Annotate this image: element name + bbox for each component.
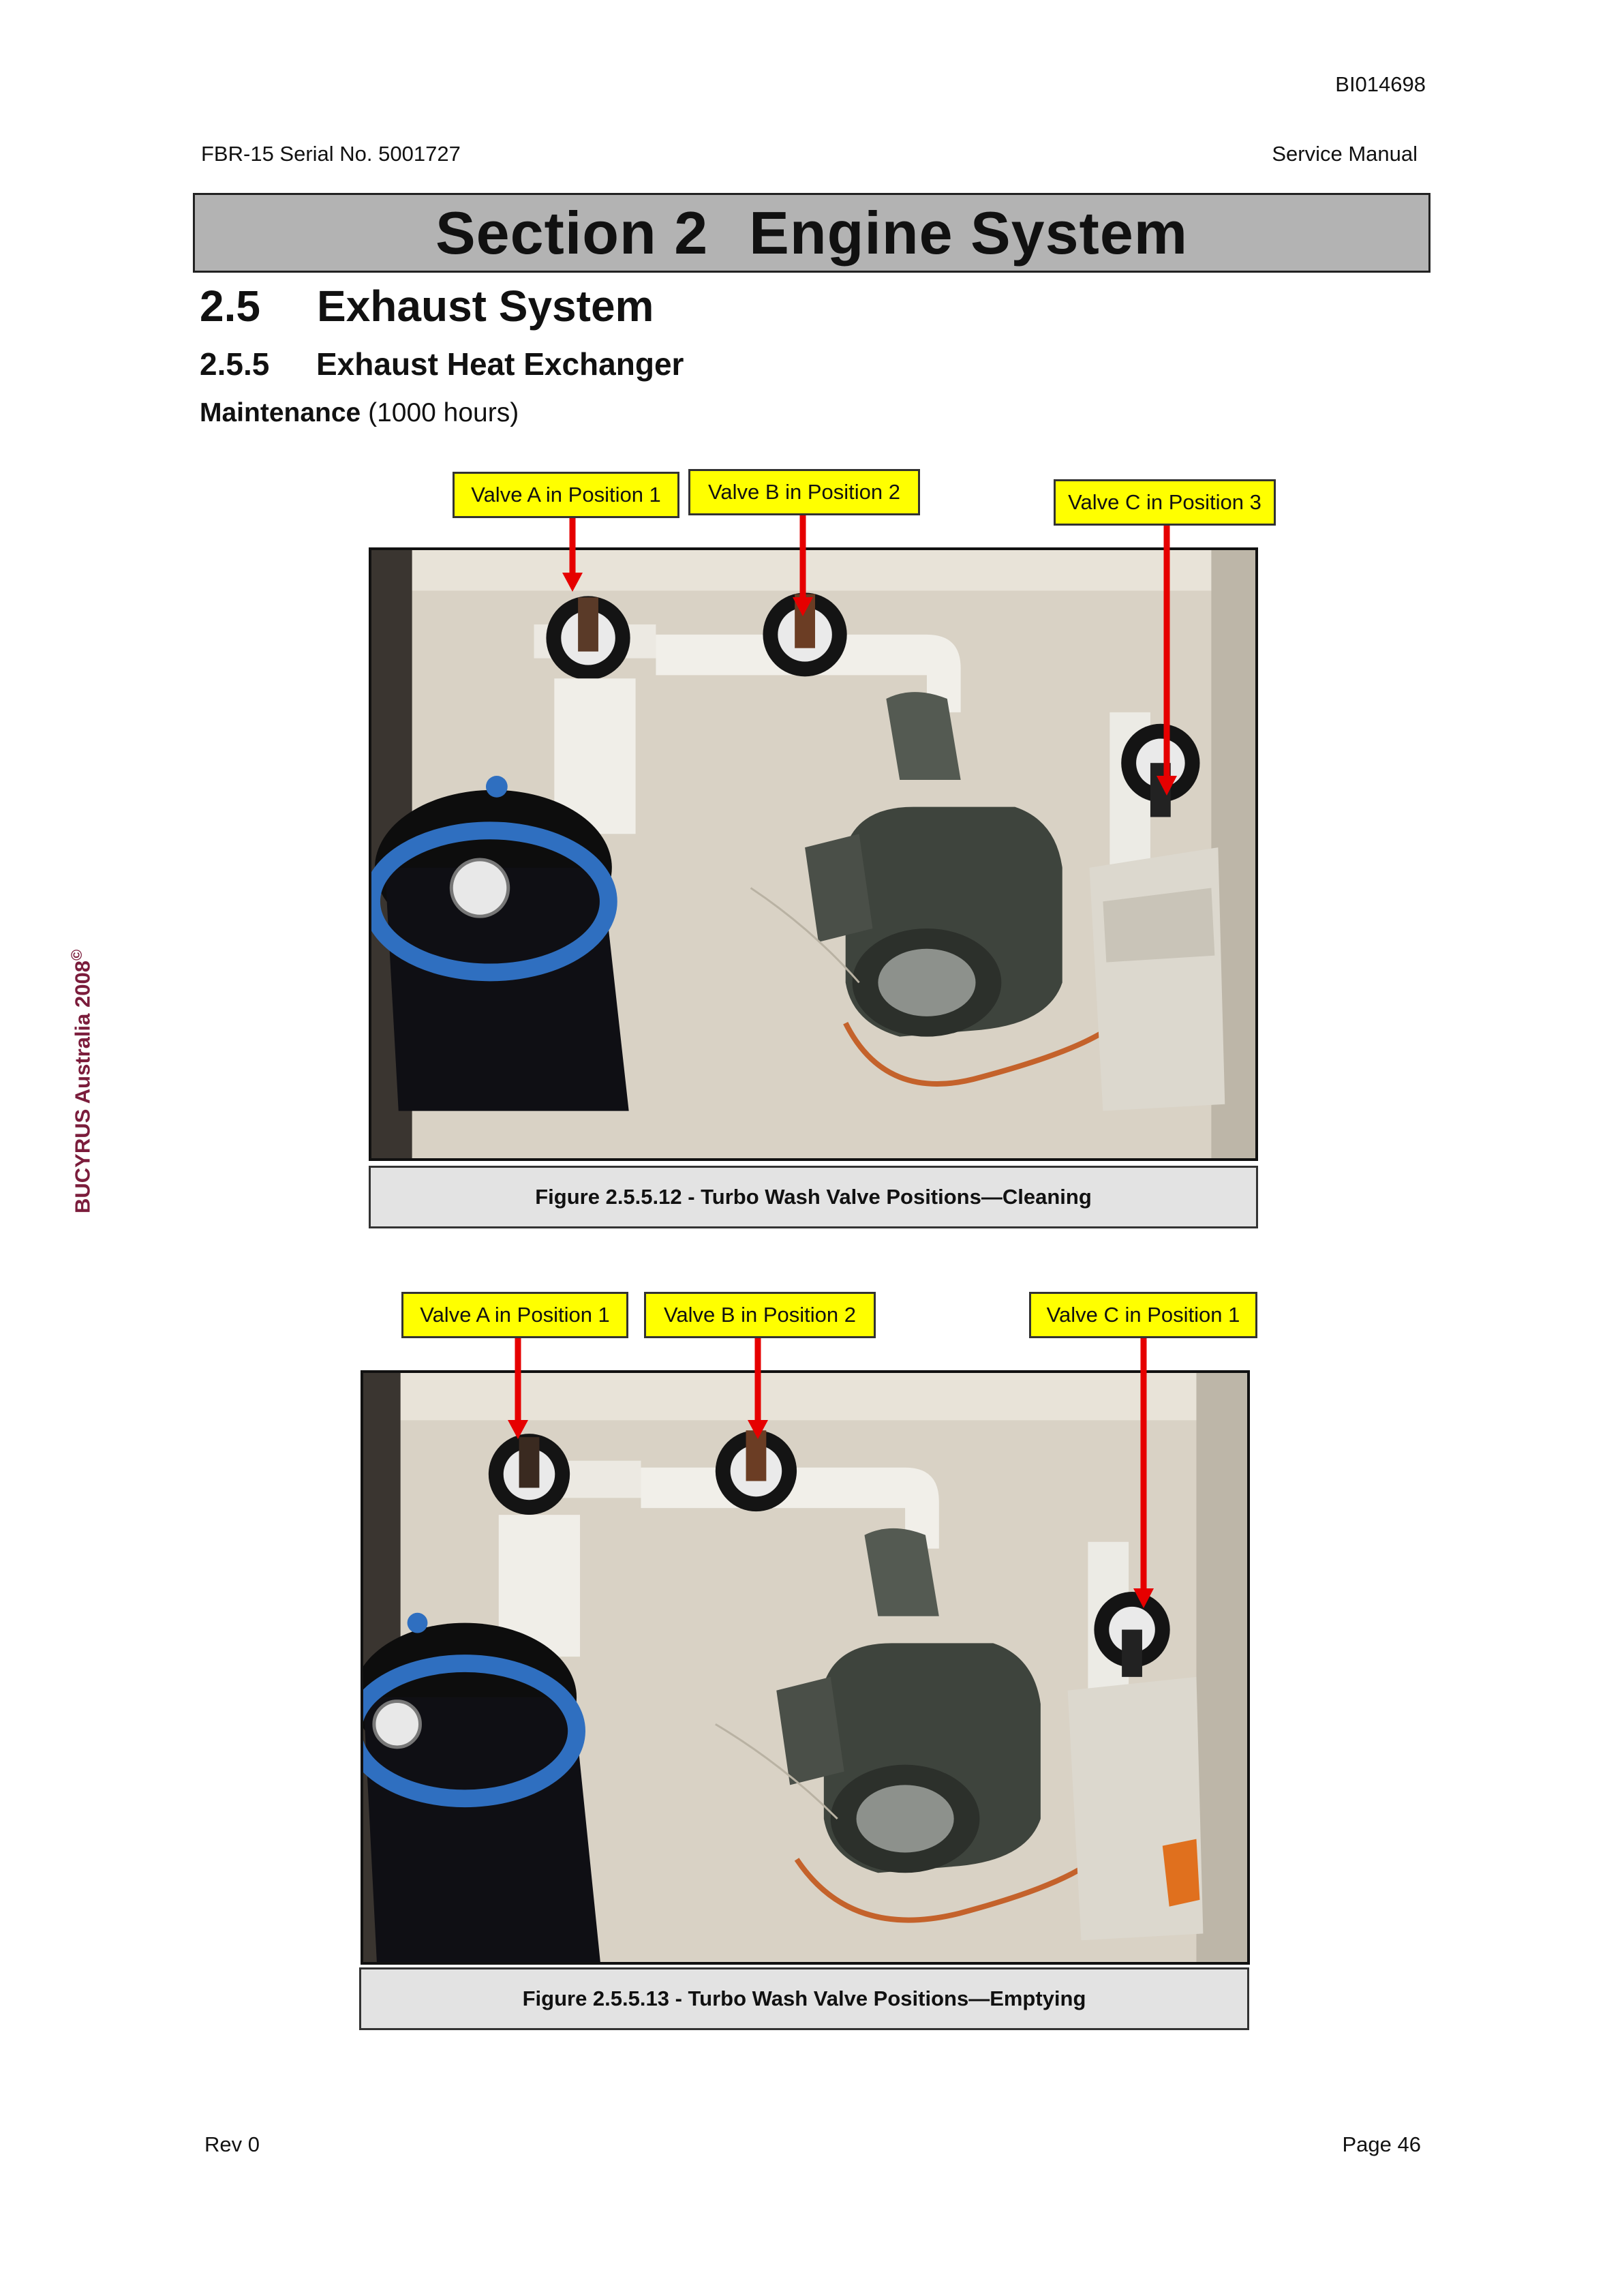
arrow-valve-a-fig1 <box>559 518 586 593</box>
subsection-number: 2.5 <box>200 282 260 331</box>
copyright-notice <box>68 950 95 1213</box>
arrow-valve-b-fig1 <box>789 515 816 618</box>
figure-caption-emptying: Figure 2.5.5.13 - Turbo Wash Valve Positions—Emptying <box>359 1967 1249 2030</box>
callout-valve-a-fig1: Valve A in Position 1 <box>453 472 679 518</box>
photo-illustration <box>363 1373 1247 1962</box>
section-title: Engine System <box>749 198 1189 267</box>
arrow-valve-a-fig2 <box>504 1338 532 1440</box>
callout-valve-c-fig1: Valve C in Position 3 <box>1054 479 1276 526</box>
arrow-valve-b-fig2 <box>744 1338 771 1440</box>
arrow-valve-c-fig1 <box>1153 526 1180 798</box>
maintenance-line <box>200 398 519 428</box>
subsection-title: Exhaust System <box>317 282 654 331</box>
figure-caption-cleaning: Figure 2.5.5.12 - Turbo Wash Valve Positions—Cleaning <box>369 1166 1258 1228</box>
document-id: BI014698 <box>1335 72 1426 96</box>
arrow-valve-c-fig2 <box>1130 1338 1157 1611</box>
callout-valve-a-fig2: Valve A in Position 1 <box>401 1292 628 1338</box>
callout-valve-b-fig2: Valve B in Position 2 <box>644 1292 876 1338</box>
copyright-text: BUCYRUS Australia 2008 <box>70 961 95 1213</box>
callout-valve-c-fig2: Valve C in Position 1 <box>1029 1292 1257 1338</box>
subsubsection-heading <box>200 346 684 382</box>
maintenance-interval: (1000 hours) <box>368 398 519 427</box>
photo-turbo-wash-cleaning <box>369 547 1258 1161</box>
page-number: Page 46 <box>1342 2132 1421 2156</box>
subsubsection-number: 2.5.5 <box>200 346 270 382</box>
revision: Rev 0 <box>204 2132 260 2156</box>
serial-number: FBR-15 Serial No. 5001727 <box>201 142 461 166</box>
subsubsection-title: Exhaust Heat Exchanger <box>316 346 684 382</box>
photo-turbo-wash-emptying <box>361 1370 1250 1965</box>
photo-illustration <box>371 550 1255 1158</box>
maintenance-label: Maintenance <box>200 398 361 427</box>
subsection-heading <box>200 281 654 331</box>
section-number: Section 2 <box>435 198 709 267</box>
copyright-symbol: © <box>68 949 85 961</box>
section-banner <box>193 193 1430 273</box>
callout-valve-b-fig1: Valve B in Position 2 <box>688 469 920 515</box>
manual-type: Service Manual <box>1272 142 1418 166</box>
